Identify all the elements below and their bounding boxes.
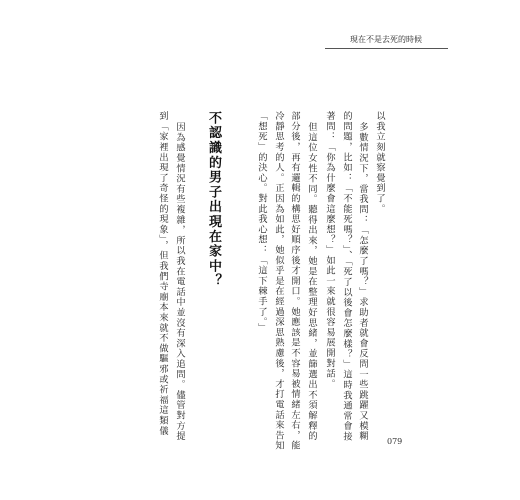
- page-number: 079: [387, 437, 403, 446]
- header-rule: [325, 48, 448, 49]
- text-column: 冷靜思考的人。正因為如此，她似乎是在經過深思熟慮後，才打電話來告知: [273, 111, 284, 451]
- text-column: 因為感覺情況有些複雜，所以我在電話中並沒有深入追問。儘管對方提: [174, 122, 185, 442]
- section-heading: 不認識的男子出現在家中？: [206, 111, 221, 289]
- text-column: 但這位女性不同。聽得出來，她是在整理好思緒，並篩選出不須解釋的: [306, 122, 317, 442]
- text-column: 部分後，再有邏輯的構思好順序後才開口。她應該是不容易被情緒左右，能: [289, 111, 300, 451]
- running-header: 現在不是去死的時候: [350, 35, 422, 44]
- text-column: 以我立刻就察覺到了。: [374, 111, 385, 214]
- text-column: 多數情況下，當我問：「怎麼了嗎？」求助者就會反問一些跳躍又模糊: [357, 122, 368, 442]
- text-column: 「想死」的決心。對此我心想：「這下棘手了。」: [256, 111, 267, 333]
- text-column: 的問題，比如：「不能死嗎？」、「死了以後會怎麼樣？」這時我通常會接: [341, 111, 352, 442]
- text-column: 到「家裡出現了奇怪的現象」，但我們寺廟本來就不做驅邪或祈福這類儀: [157, 111, 168, 436]
- text-column: 著問：「你為什麼會這麼想？」如此一來就很容易展開對話。: [324, 111, 335, 390]
